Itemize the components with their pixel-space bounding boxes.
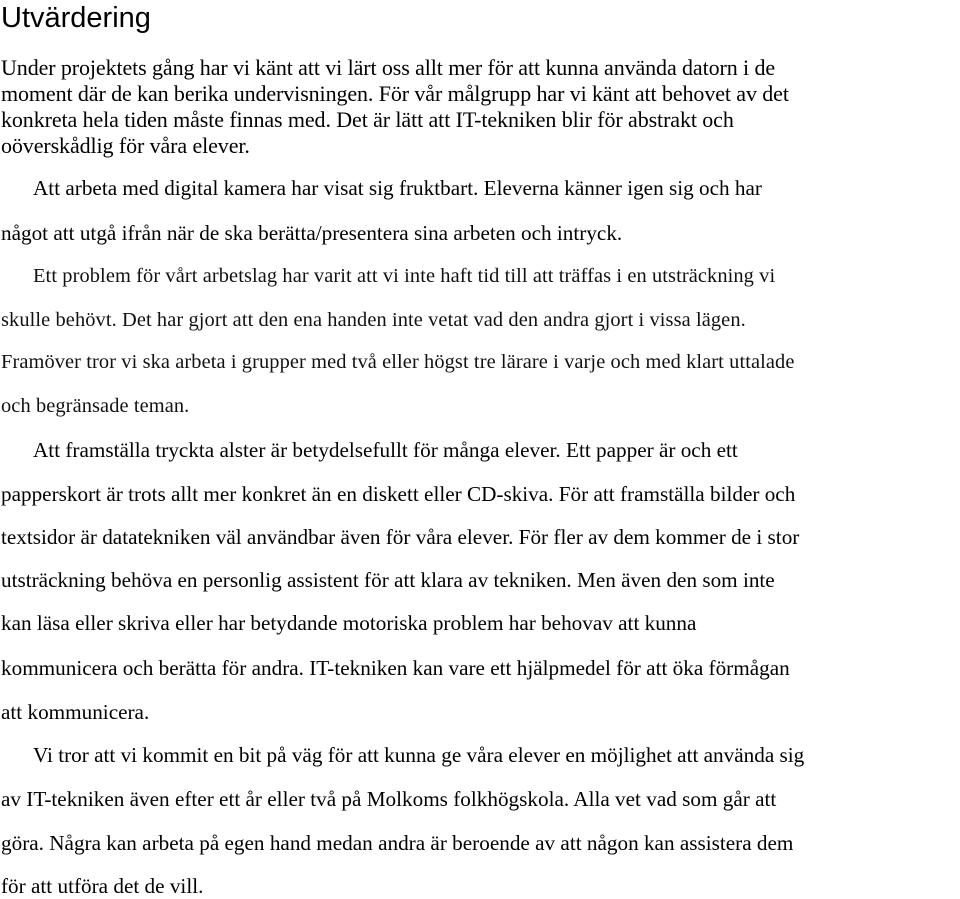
paragraph-line: kan läsa eller skriva eller har betydande motoriska problem har behovav att kunna: [1, 611, 697, 635]
paragraph-line: kommunicera och berätta för andra. IT-tekniken kan vare ett hjälpmedel för att öka förmågan: [1, 656, 790, 680]
paragraph-line: Vi tror att vi kommit en bit på väg för att kunna ge våra elever en möjlighet att använda sig: [33, 743, 805, 767]
paragraph-line: Ett problem för vårt arbetslag har varit att vi inte haft tid till att träffas i en utsträckning vi: [33, 265, 776, 287]
paragraph-line: utsträckning behöva en personlig assistent för att klara av tekniken. Men även den som inte: [1, 568, 775, 592]
paragraph-line: skulle behövt. Det har gjort att den ena handen inte vetat vad den andra gjort i vissa lägen.: [1, 309, 746, 331]
paragraph-line: Framöver tror vi ska arbeta i grupper med två eller högst tre lärare i varje och med klart uttalade: [1, 351, 795, 373]
paragraph-line: Att arbeta med digital kamera har visat sig fruktbart. Eleverna känner igen sig och har: [33, 176, 762, 200]
paragraph-line: och begränsade teman.: [1, 395, 190, 417]
paragraph-line: konkreta hela tiden måste finnas med. Det är lätt att IT-tekniken blir för abstrakt och: [1, 107, 734, 132]
paragraph-line: textsidor är datatekniken väl användbar även för våra elever. För fler av dem kommer de i stor: [1, 525, 800, 549]
paragraph-line: Under projektets gång har vi känt att vi lärt oss allt mer för att kunna använda datorn i de: [1, 55, 776, 80]
paragraph-line: moment där de kan berika undervisningen. För vår målgrupp har vi känt att behovet av det: [1, 81, 789, 106]
paragraph-line: oöverskådlig för våra elever.: [1, 133, 250, 158]
page-title: Utvärdering: [1, 2, 151, 34]
paragraph-line: av IT-tekniken även efter ett år eller två på Molkoms folkhögskola. Alla vet vad som går att: [1, 787, 777, 811]
paragraph-line: papperskort är trots allt mer konkret än en diskett eller CD-skiva. För att framställa bilder och: [1, 482, 796, 506]
paragraph-line: för att utföra det de vill.: [1, 874, 204, 898]
paragraph-line: att kommunicera.: [1, 700, 150, 724]
paragraph-line: göra. Några kan arbeta på egen hand medan andra är beroende av att någon kan assistera dem: [1, 831, 794, 855]
paragraph-line: något att utgå ifrån när de ska berätta/presentera sina arbeten och intryck.: [1, 221, 623, 245]
paragraph-line: Att framställa tryckta alster är betydelsefullt för många elever. Ett papper är och ett: [33, 438, 738, 462]
